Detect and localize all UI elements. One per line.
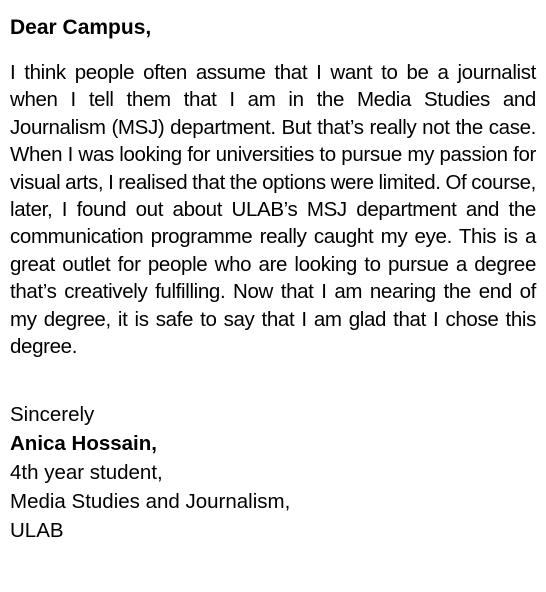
letter-body: I think people often assume that I want to be a journalist when I tell them that I am in the Media Studies and Journalism (MSJ) department. But that’s really not the case. When I was looking for universities to pursue my passion for visual arts, I realised that the options were limited. Of course, later, I found out about ULAB’s MSJ department and the communication programme really caught my eye. This is a great outlet for people who are looking to pursue a degree that’s creatively fulfilling. Now that I am nearing the end of my degree, it is safe to say that I am glad that I chose this degree. [10,61,537,359]
letter-closing-block [10,400,536,545]
signature-name: Anica Hossain, [10,432,157,456]
signature-role: 4th year student, [10,461,163,485]
letter [10,14,536,545]
signature-department: Media Studies and Journalism, [10,490,291,514]
letter-salutation: Dear Campus, [10,16,152,39]
signature-institution: ULAB [10,519,64,543]
closing-phrase: Sincerely [10,403,95,427]
